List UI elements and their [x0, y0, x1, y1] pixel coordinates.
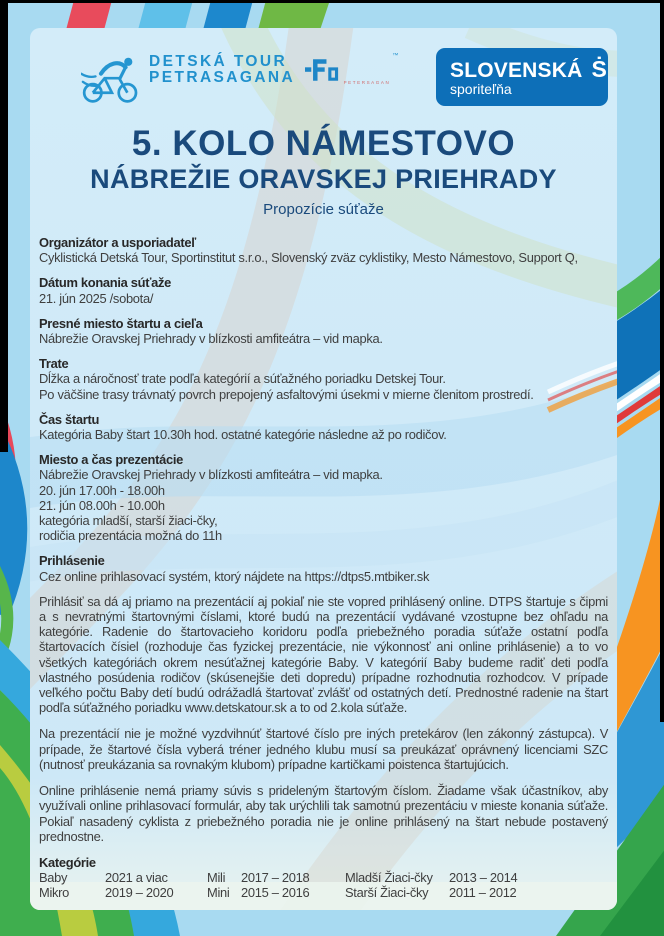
category-years: 2021 a viac [105, 870, 168, 886]
section-line: 21. jún 08.00h - 10.00h [39, 497, 165, 513]
section-organizator [39, 235, 608, 265]
section-heading: Miesto a čas prezentácie [39, 452, 183, 468]
section-prezentacia [39, 452, 608, 543]
slovenska-sporitelna-logo [436, 48, 608, 106]
body-copy [39, 235, 608, 901]
category-name: Mini [207, 885, 230, 901]
trademark-symbol: ™ [392, 53, 399, 59]
registration-url[interactable]: https://dtps5.mtbiker.sk [304, 568, 430, 584]
section-line: 21. jún 2025 /sobota/ [39, 290, 154, 306]
category-name: Starší Žiaci-čky [345, 885, 429, 901]
section-prihlasenie [39, 553, 608, 583]
section-heading: Organizátor a usporiadateľ [39, 235, 196, 250]
paragraph-registration-details: Prihlásiť sa dá aj priamo na prezentácií aj pokiaľ nie ste vopred prihlásený online. DTPS štartuje s čipmi a s nevratnými štartovnými číslami, ktoré budú na prezentácií vydávané vzostupne bez ohľadu na kategórie. Radenie do štartovacieho koridoru podľa priebežného poradia súťaže ostatní podľa štartovacích čísiel (rozhoduje čas fyzickej prezentácie, nie výkonnosť ani online prihlásenie) a to vo všetkých kategóriách okrem nesúťažnej kategórie Baby. V kategórií Baby budeme radiť deti podľa vlastného posúdenia rodičov (skúsenejšie deti dopredu) prípadne rozhodnutia rozhodcov. V prípade veľkého počtu Baby detí budú odrážadlá štartovať zvlášť od ostatných detí. Prednostné radenie na štart podľa súťažného poriadku www.detskatour.sk a to od 2.kola súťaže. [39, 593, 608, 716]
section-line: Kategória Baby štart 10.30h hod. ostatné kategórie následne až po rodičov. [39, 427, 447, 443]
monogram-caption: PETERSAGAN [343, 80, 391, 85]
section-line: kategória mladší, starší žiaci-čky, [39, 513, 218, 529]
category-years: 2013 – 2014 [449, 870, 518, 886]
section-line [39, 569, 608, 584]
content-panel [30, 28, 617, 910]
section-heading: Presné miesto štartu a cieľa [39, 315, 203, 331]
petersagan-monogram [305, 53, 399, 89]
header [39, 48, 608, 112]
paragraph-online-registration: Online prihlásenie nemá priamy súvis s prideleným štartovým číslom. Žiadame však účastníkov, aby využívali online prihlasovací formulár, aby tak urýchlili tak samotnú prezentáciu v mieste konania súťaže. Pokiaľ nasadený cyklista z priebežného poradia nie je online prihlásený na štart nebude postavený prednostne. [39, 783, 608, 844]
event-title-line2: NÁBREŽIE ORAVSKEJ PRIEHRADY [90, 164, 557, 194]
section-datum [39, 275, 608, 305]
detska-tour-logo [81, 53, 399, 111]
category-years: 2011 – 2012 [449, 885, 517, 901]
category-years: 2015 – 2016 [241, 885, 310, 901]
registration-text: Cez online prihlasovací systém, ktorý nájdete na [39, 568, 302, 584]
sponsor-subname: sporiteľňa [450, 81, 512, 97]
detska-tour-wordmark [149, 54, 295, 86]
section-heading: Trate [39, 356, 69, 372]
category-years: 2019 – 2020 [105, 885, 174, 901]
section-line: Po väčšine trasy trávnatý povrch prepojený asfaltovými úsekmi v mierne členitom prostredí. [39, 386, 534, 402]
section-heading: Prihlásenie [39, 553, 105, 569]
categories-table [39, 855, 608, 901]
title-block [39, 124, 608, 220]
sporitelna-s-icon: Ṡ [591, 56, 607, 82]
wordmark-line1: DETSKÁ TOUR [149, 53, 288, 70]
section-line: 20. jún 17.00h - 18.00h [39, 482, 165, 498]
section-heading: Dátum konania súťaže [39, 275, 171, 291]
categories-heading: Kategórie [39, 854, 96, 870]
sponsor-name: SLOVENSKÁ [450, 59, 583, 82]
category-name: Mladší Žiaci-čky [345, 870, 433, 886]
event-subtitle: Propozície súťaže [263, 201, 384, 218]
category-name: Mikro [39, 885, 70, 901]
section-line: Cyklistická Detská Tour, Sportinstitut s.r.o., Slovenský zväz cyklistiky, Mesto Námestovo, Support Q, [39, 250, 578, 266]
wordmark-line2: PETRASAGANA [149, 69, 296, 86]
category-name: Baby [39, 870, 68, 886]
section-heading: Čas štartu [39, 411, 100, 427]
section-line: Nábrežie Oravskej Priehrady v blízkosti amfiteátra – vid mapka. [39, 331, 383, 347]
cyclist-icon [81, 54, 141, 111]
paragraph-number-pickup: Na prezentácií nie je možné vyzdvihnúť štartové číslo pre iných pretekárov (len zákonný zástupca). V prípade, že štartové čísla vyberá tréner jedného klubu musí sa preukázať oprávnený licenciami SZC (nutnosť preukázania sa rovnakým klubom) prípadne kartičkami poistenca štartujúcich. [39, 726, 608, 772]
category-years: 2017 – 2018 [241, 870, 310, 886]
section-trate [39, 356, 608, 402]
section-cas-startu [39, 412, 608, 442]
section-miesto-startu [39, 316, 608, 346]
petersagan-monogram-icon [305, 56, 339, 84]
category-name: Mili [207, 870, 226, 886]
categories-grid [39, 870, 608, 900]
section-line: Nábrežie Oravskej Priehrady v blízkosti amfiteátra – vid mapka. [39, 467, 383, 483]
section-line: rodičia prezentácia možná do 11h [39, 528, 222, 544]
section-line: Dĺžka a náročnosť trate podľa kategórií a súťažného poriadku Detskej Tour. [39, 371, 446, 387]
event-title-line1: 5. KOLO NÁMESTOVO [131, 124, 516, 163]
